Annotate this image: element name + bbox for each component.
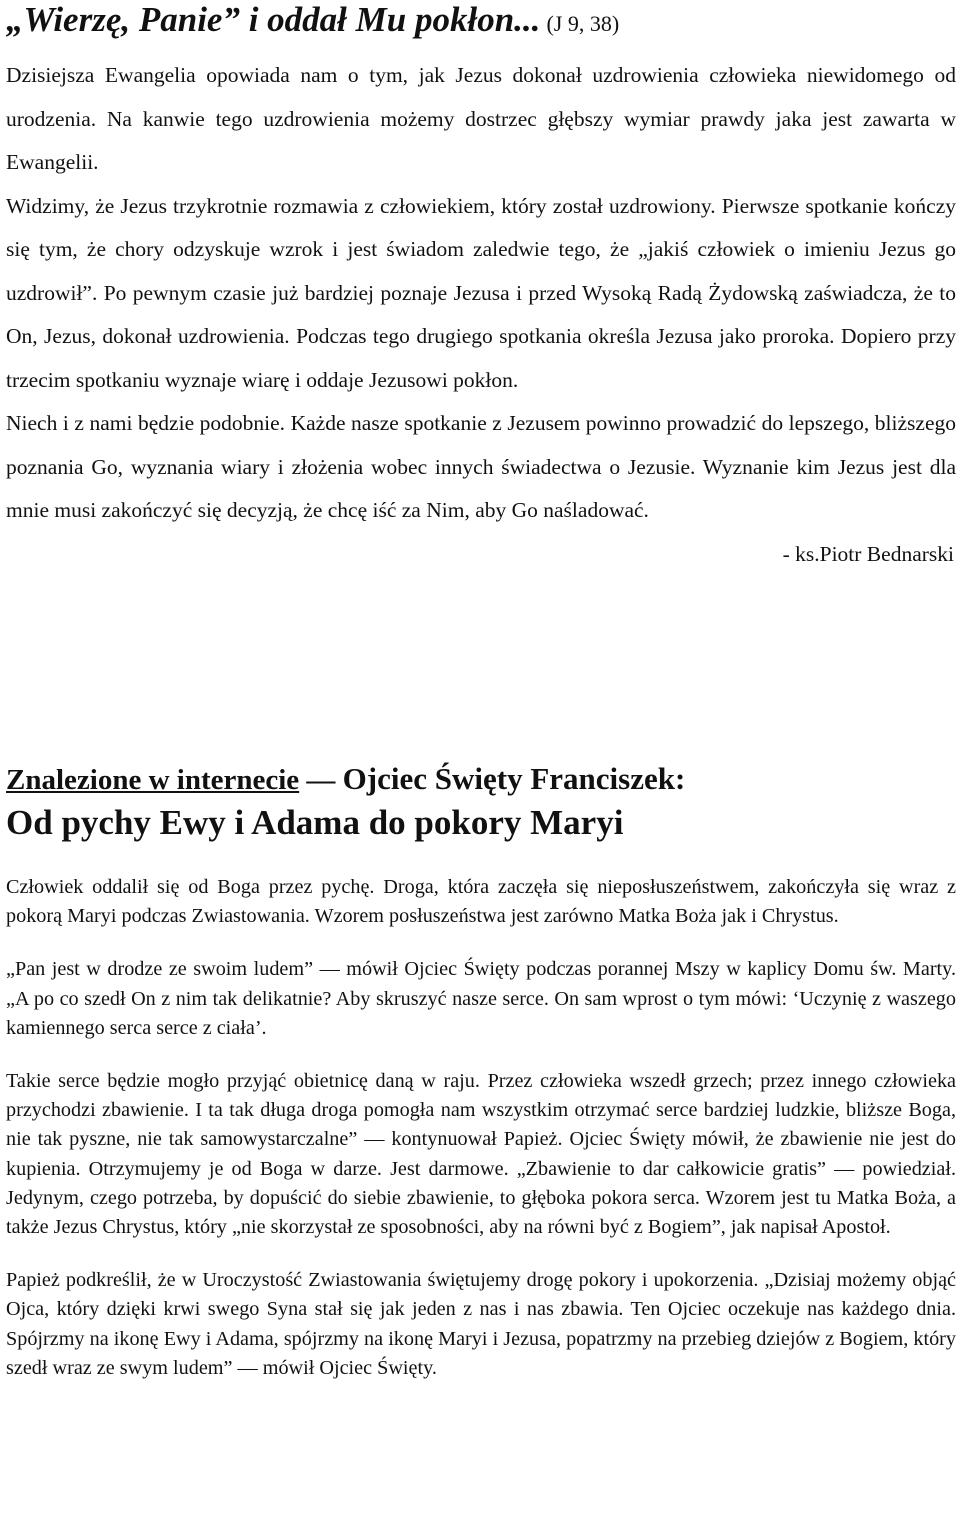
reflection-paragraph: Widzimy, że Jezus trzykrotnie rozmawia z człowiekiem, który został uzdrowiony. Pierwsze spotkanie kończy się tym, że chory odzyskuje wzrok i jest świadom zaledwie tego, że „jakiś człowiek o imieniu Jezus go uzdrowił”. Po pewnym czasie już bardziej poznaje Jezusa i przed Wysoką Radą Żydowską zaświadcza, że to On, Jezus, dokonał uzdrowienia. Podczas tego drugiego spotkania określa Jezusa jako proroka. Dopiero przy trzecim spotkaniu wyznaje wiarę i oddaje Jezusowi pokłon. — [6, 193, 956, 392]
found-label: Znalezione w internecie — [6, 764, 300, 796]
scripture-reference: (J 9, 38) — [546, 11, 620, 36]
article-paragraph: „Pan jest w drodze ze swoim ludem” — mówił Ojciec Święty podczas porannej Mszy w kaplicy Domu św. Marty. „A po co szedł On z nim tak delikatnie? Aby skruszyć nasze serce. On sam wprost o tym mówi: ‘Uczynię z waszego kamiennego serca serce z ciała’. — [6, 958, 956, 1039]
article-paragraph: Papież podkreślił, że w Uroczystość Zwiastowania świętujemy drogę pokory i upokorzenia. „Dzisiaj możemy objąć Ojca, który dzięki krwi swego Syna stał się jak jeden z nas i nas zbawia. Ten Ojciec oczekuje nas każdego dnia. Spójrzmy na ikonę Ewy i Adama, spójrzmy na ikonę Maryi i Jezusa, popatrzmy na przebieg dziejów z Bogiem, który szedł wraz ze swym ludem” — mówił Ojciec Święty. — [6, 1269, 956, 1379]
reflection-title — [6, 0, 956, 44]
article-headline: Od pychy Ewy i Adama do pokory Maryi — [6, 803, 624, 842]
article-paragraph: Człowiek oddalił się od Boga przez pychę. Droga, która zaczęła się nieposłuszeństwem, zakończyła się wraz z pokorą Maryi podczas Zwiastowania. Wzorem posłuszeństwa jest zarówno Matka Boża jak i Chrystus. — [6, 876, 956, 928]
reflection-paragraph: Niech i z nami będzie podobnie. Każde nasze spotkanie z Jezusem powinno prowadzić do lepszego, bliższego poznania Go, wyznania wiary i złożenia wobec innych świadectwa o Jezusie. Wyznanie kim Jezus jest dla mnie musi zakończyć się decyzją, że chcę iść za Nim, aby Go naśladować. — [6, 411, 956, 522]
article-paragraph: Takie serce będzie mogło przyjąć obietnicę daną w raju. Przez człowieka wszedł grzech; przez innego człowieka przychodzi zbawienie. I ta tak długa droga pomogła nam wszystkim otrzymać serce bardziej ludzkie, bliższe Boga, nie tak pyszne, nie tak samowystarczalne” — kontynuował Papież. Ojciec Święty mówił, że zbawienie nie jest do kupienia. Otrzymujemy je od Boga w darze. Jest darmowe. „Zbawienie to dar całkowicie gratis” — powiedział. Jedynym, czego potrzeba, by dopuścić do siebie zbawienie, to głęboka pokora serca. Wzorem jest tu Matka Boża, a także Jezus Chrystus, który „nie skorzystał ze sposobności, aby na równi być z Bogiem”, jak napisał Apostoł. — [6, 1070, 956, 1239]
author-signature: - ks.Piotr Bednarski — [782, 541, 954, 566]
section-heading — [6, 760, 956, 799]
heading-dash: — — [306, 764, 336, 796]
article-author: Ojciec Święty Franciszek: — [342, 761, 686, 796]
title-text: „Wierzę, Panie” i oddał Mu pokłon... — [6, 0, 541, 39]
gospel-reflection — [6, 0, 956, 576]
internet-article — [6, 760, 956, 1383]
reflection-paragraph: Dzisiejsza Ewangelia opowiada nam o tym, jak Jezus dokonał uzdrowienia człowieka niewidomego od urodzenia. Na kanwie tego uzdrowienia możemy dostrzec głębszy wymiar prawdy jaka jest zawarta w Ewangelii. — [6, 63, 956, 174]
